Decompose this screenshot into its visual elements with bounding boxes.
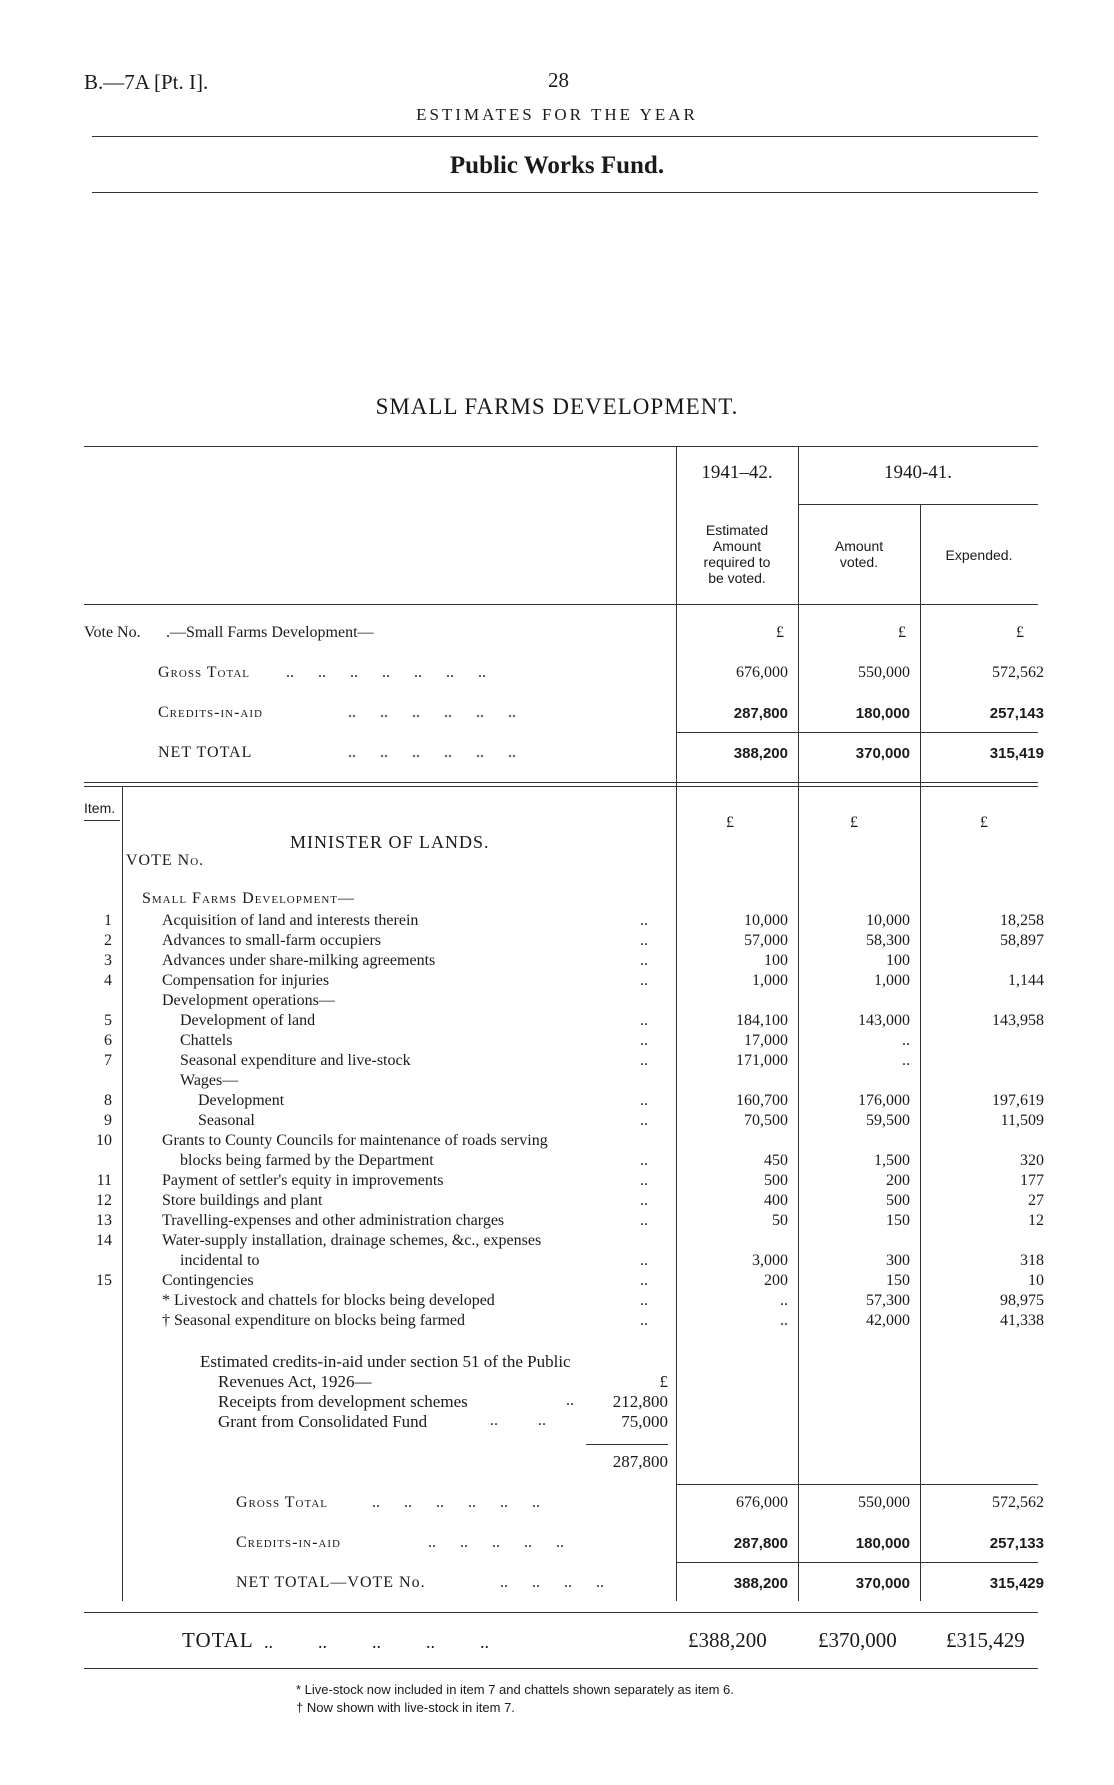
item-value: 12 — [1028, 1212, 1044, 1229]
leader-dots: .. — [640, 1192, 648, 1209]
grand-total-voted: £370,000 — [818, 1628, 897, 1652]
item-value: 10,000 — [744, 912, 788, 929]
leader-dots: .. — [640, 1272, 648, 1289]
item-number: 4 — [104, 972, 112, 989]
footnote: * Live-stock now included in item 7 and chattels shown separately as item 6. — [296, 1682, 734, 1697]
leader-dots: .. — [640, 952, 648, 969]
item-description: Seasonal — [198, 1112, 255, 1129]
item-description: Acquisition of land and interests therein — [162, 912, 419, 929]
leader-dots: .. — [640, 1032, 648, 1049]
credits-note-line: Estimated credits-in-aid under section 51 of the Public — [200, 1352, 571, 1371]
leader-dots: .. — [640, 972, 648, 989]
item-value: 100 — [764, 952, 788, 969]
item-value: 177 — [1020, 1172, 1044, 1189]
item-value: 176,000 — [858, 1092, 910, 1109]
item-value: 41,338 — [1000, 1312, 1044, 1329]
item-value: .. — [780, 1312, 788, 1329]
item-value: 318 — [1020, 1252, 1044, 1269]
item-description: Development of land — [180, 1012, 316, 1029]
item-header: Item. — [84, 800, 116, 816]
leader-dots: .. — [640, 1092, 648, 1109]
grand-total-expended: £315,429 — [946, 1628, 1025, 1652]
item-number: 7 — [104, 1052, 112, 1069]
item-number: 5 — [104, 1012, 112, 1029]
item-value: 160,700 — [736, 1092, 788, 1109]
item-description: Payment of settler's equity in improvements — [162, 1172, 444, 1189]
item-description: Store buildings and plant — [162, 1192, 323, 1209]
leader-dots: .. — [640, 912, 648, 929]
item-value: 500 — [886, 1192, 910, 1209]
item-description: Water-supply installation, drainage schemes, &c., expenses — [162, 1232, 542, 1249]
rule — [92, 136, 1038, 137]
col-expended-header: Expended. — [945, 547, 1013, 563]
item-value: 100 — [886, 952, 910, 969]
leader-dots: .. — [640, 1152, 648, 1169]
item-number: 8 — [104, 1092, 112, 1109]
item-value: 171,000 — [736, 1052, 788, 1069]
item-description: Development operations— — [162, 992, 335, 1009]
item-description: Development — [198, 1092, 285, 1109]
item-value: 11,509 — [1000, 1112, 1044, 1129]
item-value: 57,300 — [866, 1292, 910, 1309]
page-title: ESTIMATES FOR THE YEAR — [416, 105, 698, 124]
item-description: Seasonal expenditure and live-stock — [180, 1052, 411, 1069]
item-value: .. — [780, 1292, 788, 1309]
vote-label: Vote No. — [84, 624, 141, 641]
summary-net-label: NET TOTAL — [158, 744, 253, 761]
item-value: 1,000 — [874, 972, 910, 989]
credits-item-value: 75,000 — [621, 1412, 668, 1431]
item-value: 450 — [764, 1152, 788, 1169]
item-value: 59,500 — [866, 1112, 910, 1129]
item-value: 57,000 — [744, 932, 788, 949]
item-number: 9 — [104, 1112, 112, 1129]
item-value: .. — [902, 1052, 910, 1069]
vote-no-label: VOTE No. — [126, 852, 205, 869]
footnote: † Now shown with live-stock in item 7. — [296, 1700, 515, 1715]
item-description: Grants to County Councils for maintenance of roads serving — [162, 1132, 548, 1149]
item-value: 10 — [1028, 1272, 1044, 1289]
item-number: 6 — [104, 1032, 112, 1049]
item-description: Compensation for injuries — [162, 972, 330, 989]
item-description: Advances to small-farm occupiers — [162, 932, 382, 949]
credits-item-value: 212,800 — [612, 1392, 668, 1411]
item-value: 150 — [886, 1272, 910, 1289]
item-value: 200 — [764, 1272, 788, 1289]
section-title: SMALL FARMS DEVELOPMENT. — [375, 394, 739, 419]
item-value: 70,500 — [744, 1112, 788, 1129]
leader-dots: .. — [640, 1292, 648, 1309]
summary-credits-label: Credits-in-aid — [158, 704, 263, 721]
item-value: 500 — [764, 1172, 788, 1189]
rule — [84, 604, 1038, 605]
item-value: 10,000 — [866, 912, 910, 929]
credits-item-label: Grant from Consolidated Fund — [218, 1412, 428, 1431]
item-value: 320 — [1020, 1152, 1044, 1169]
item-number: 12 — [96, 1192, 112, 1209]
table-top-rule — [84, 446, 1038, 447]
item-description: * Livestock and chattels for blocks being developed — [162, 1292, 495, 1309]
item-number: 1 — [104, 912, 112, 929]
item-number: 10 — [96, 1132, 112, 1149]
item-value: 58,897 — [1000, 932, 1044, 949]
item-value: 200 — [886, 1172, 910, 1189]
item-number: 15 — [96, 1272, 112, 1289]
leader-dots: .. — [640, 1012, 648, 1029]
item-value: 3,000 — [752, 1252, 788, 1269]
item-description: † Seasonal expenditure on blocks being farmed — [162, 1312, 466, 1329]
item-value: 58,300 — [866, 932, 910, 949]
item-description: Contingencies — [162, 1272, 254, 1289]
item-value: 1,000 — [752, 972, 788, 989]
item-number: 2 — [104, 932, 112, 949]
item-value: 143,000 — [858, 1012, 910, 1029]
leader-dots: .. — [640, 1212, 648, 1229]
page-number: 28 — [548, 68, 569, 92]
item-value: 400 — [764, 1192, 788, 1209]
item-description: Wages— — [180, 1072, 239, 1089]
item-col-divider — [122, 786, 123, 1601]
vote-credits-label: Credits-in-aid — [236, 1534, 341, 1551]
item-value: 150 — [886, 1212, 910, 1229]
item-value: .. — [902, 1032, 910, 1049]
item-number: 11 — [96, 1172, 112, 1189]
item-description: Travelling-expenses and other administration charges — [162, 1212, 505, 1229]
item-value: 17,000 — [744, 1032, 788, 1049]
item-value: 18,258 — [1000, 912, 1044, 929]
item-value: 1,144 — [1008, 972, 1044, 989]
item-value: 98,975 — [1000, 1292, 1044, 1309]
leader-dots: .. — [640, 1112, 648, 1129]
rule — [798, 504, 1038, 505]
leader-dots: .. — [640, 1312, 648, 1329]
col-estimated-header: Estimated Amount required to be voted. — [703, 522, 771, 586]
item-description: Advances under share-milking agreements — [162, 952, 436, 969]
item-number: 13 — [96, 1212, 112, 1229]
item-value: 184,100 — [736, 1012, 788, 1029]
item-number: 3 — [104, 952, 112, 969]
col-voted-header: Amount voted. — [834, 538, 884, 570]
credits-item-label: Receipts from development schemes — [218, 1392, 468, 1411]
item-value: 42,000 — [866, 1312, 910, 1329]
leader-dots: .. — [640, 1172, 648, 1189]
vote-net-label: NET TOTAL—VOTE No. — [236, 1574, 426, 1591]
credits-note-line: Revenues Act, 1926— — [218, 1372, 372, 1391]
leader-dots: .. — [640, 1252, 648, 1269]
summary-gross-label: Gross Total — [158, 664, 251, 681]
leader-dots: .. — [640, 1052, 648, 1069]
rule — [92, 192, 1038, 193]
item-value: 50 — [772, 1212, 788, 1229]
grand-total-estimated: £388,200 — [688, 1628, 767, 1652]
fund-title: Public Works Fund. — [449, 152, 665, 179]
vote-description: .—Small Farms Development— — [166, 624, 374, 641]
subhead: Small Farms Development— — [142, 890, 356, 907]
item-description: Chattels — [180, 1032, 233, 1049]
item-description: blocks being farmed by the Department — [180, 1152, 434, 1169]
leader-dots: .. — [640, 932, 648, 949]
item-value: 300 — [886, 1252, 910, 1269]
vote-gross-label: Gross Total — [236, 1494, 329, 1511]
report-reference: B.—7A [Pt. I]. — [84, 70, 209, 94]
item-value: 1,500 — [874, 1152, 910, 1169]
item-value: 197,619 — [992, 1092, 1044, 1109]
year-previous: 1940-41. — [883, 462, 953, 483]
item-description: incidental to — [180, 1252, 260, 1269]
minister-heading: MINISTER OF LANDS. — [290, 832, 490, 852]
credits-total: 287,800 — [612, 1452, 668, 1471]
item-value: 143,958 — [992, 1012, 1044, 1029]
year-current: 1941–42. — [701, 462, 773, 483]
item-number: 14 — [96, 1232, 112, 1249]
grand-total-label: TOTAL — [182, 1628, 254, 1652]
item-value: 27 — [1028, 1192, 1044, 1209]
